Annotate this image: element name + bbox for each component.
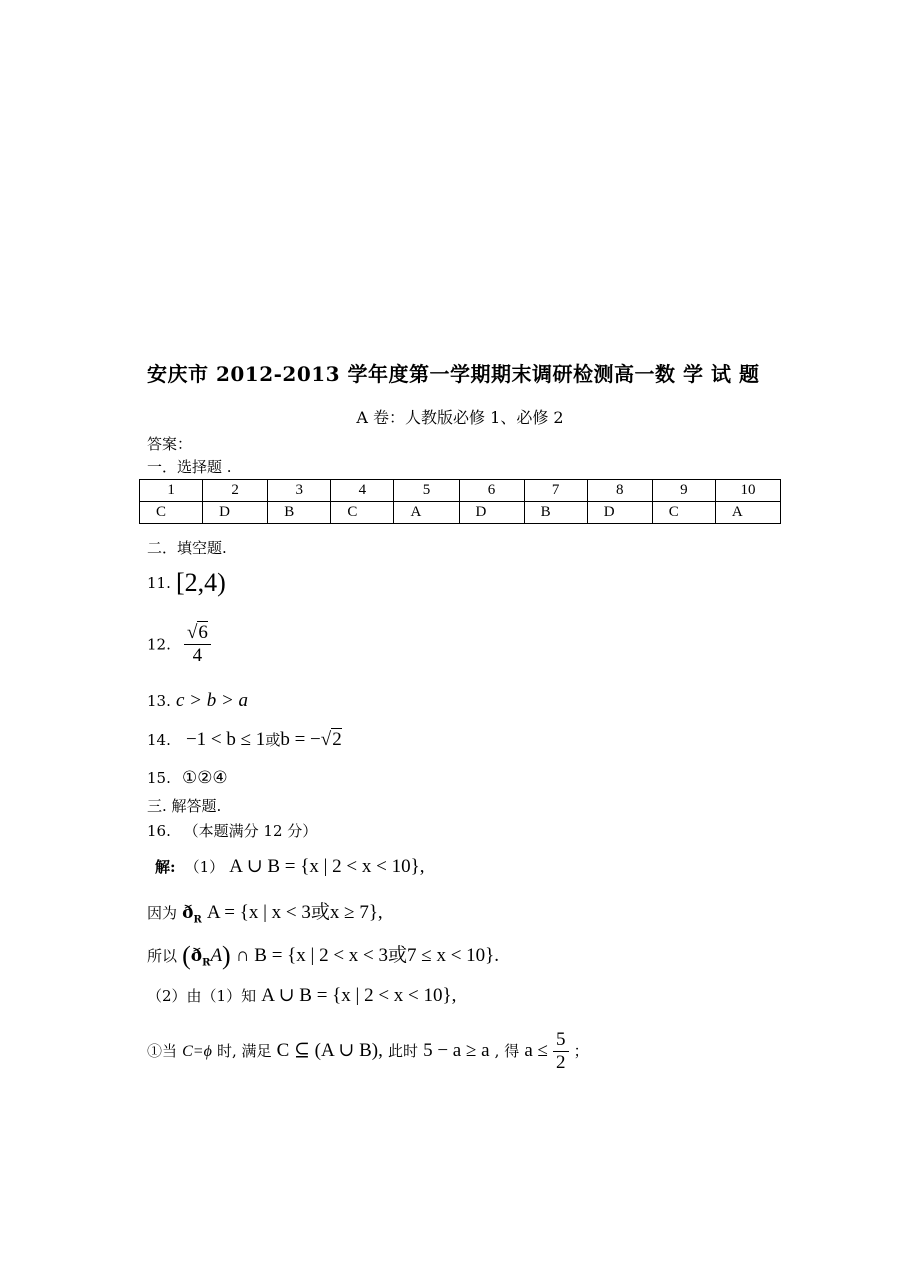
- choice-heading: 一．选择题 .: [147, 458, 232, 476]
- table-cell: A: [394, 502, 459, 524]
- text-get: , 得: [494, 1042, 520, 1060]
- table-cell: 1: [140, 480, 203, 502]
- table-cell: D: [587, 502, 652, 524]
- table-cell: 2: [203, 480, 268, 502]
- denominator: 4: [192, 645, 203, 666]
- solution-line-5: [147, 1029, 589, 1074]
- paren-open: (: [182, 941, 191, 970]
- empty-set-condition: C=ϕ: [182, 1043, 212, 1060]
- answer-13: [147, 690, 248, 712]
- table-row-answers: [140, 502, 781, 524]
- table-cell: 4: [331, 480, 394, 502]
- table-cell: B: [268, 502, 331, 524]
- result-inequality: a ≤: [524, 1040, 548, 1061]
- fraction: [553, 1029, 569, 1074]
- sqrt-radicand: 2: [332, 729, 342, 750]
- inequality-answer: c > b > a: [175, 690, 249, 711]
- part-label: （1）: [184, 858, 225, 876]
- text-case1: ①当: [147, 1042, 178, 1060]
- sqrt-sign: √: [320, 729, 332, 750]
- table-cell: 6: [459, 480, 524, 502]
- answer-15: [147, 768, 228, 788]
- problem-16-header: [147, 820, 317, 841]
- denominator: 2: [556, 1052, 566, 1073]
- solution-label: 解:: [155, 858, 176, 876]
- or-word: 或: [265, 731, 281, 749]
- inequality: 5 − a ≥ a: [423, 1040, 490, 1061]
- solution-line-4: [147, 984, 456, 1007]
- table-cell: C: [652, 502, 715, 524]
- text-satisfy: 时, 满足: [216, 1042, 272, 1060]
- set-a: A: [210, 945, 223, 966]
- math-expression: A ∪ B = {x | 2 < x < 10},: [229, 856, 425, 877]
- table-cell: 10: [715, 480, 780, 502]
- solution-line-2: [147, 897, 383, 925]
- question-number: 15.: [147, 769, 171, 787]
- math-expression: ∩ B = {x | 2 < x < 3或7 ≤ x < 10}.: [235, 945, 500, 966]
- text-because: 因为: [147, 904, 178, 922]
- solution-line-3: [147, 940, 499, 971]
- choice-answer-table: [139, 479, 781, 524]
- numerator: 5: [553, 1029, 569, 1052]
- answer-12: [147, 622, 211, 667]
- table-cell: 8: [587, 480, 652, 502]
- table-cell: C: [331, 502, 394, 524]
- table-row-numbers: [140, 480, 781, 502]
- answer-11: [147, 568, 226, 598]
- circled-numbers-answer: ①②④: [181, 768, 228, 788]
- table-cell: 5: [394, 480, 459, 502]
- text-then: 此时: [387, 1042, 418, 1060]
- semicolon: ；: [573, 1042, 589, 1060]
- paren-close: ): [222, 941, 231, 970]
- sqrt-radicand: 6: [198, 622, 208, 643]
- equation-part-2: b = −: [280, 729, 321, 750]
- question-number: 11.: [147, 574, 171, 592]
- question-number: 12.: [147, 635, 171, 654]
- table-cell: B: [524, 502, 587, 524]
- inequality-part-1: −1 < b ≤ 1: [185, 729, 266, 750]
- math-expression: A ∪ B = {x | 2 < x < 10},: [261, 985, 457, 1006]
- question-number: 13.: [147, 692, 171, 710]
- page-subtitle: A 卷：人教版必修 1、必修 2: [356, 408, 564, 427]
- fraction: [184, 622, 211, 667]
- complement-symbol: $ð_R$: [182, 903, 202, 926]
- table-cell: D: [203, 502, 268, 524]
- complement-symbol: $ð_R$: [190, 946, 211, 969]
- interval-answer: [2,4): [175, 568, 226, 597]
- table-cell: 9: [652, 480, 715, 502]
- table-cell: D: [459, 502, 524, 524]
- table-cell: A: [715, 502, 780, 524]
- page-title: 安庆市 2012-2013 学年度第一学期期末调研检测高一数 学 试 题: [147, 362, 760, 386]
- text-therefore: 所以: [147, 947, 178, 965]
- answer-14: [147, 729, 342, 751]
- text-part2: （2）由（1）知: [147, 987, 257, 1005]
- table-cell: 7: [524, 480, 587, 502]
- question-number: 16.: [147, 822, 171, 840]
- math-expression: A = {x | x < 3或x ≥ 7},: [206, 902, 383, 923]
- subset-expression: C ⊆ (A ∪ B),: [276, 1040, 383, 1061]
- table-cell: C: [140, 502, 203, 524]
- points-note: （本题满分 12 分）: [183, 822, 318, 840]
- solve-heading: 三. 解答题.: [147, 797, 222, 815]
- solution-line-1: [155, 855, 425, 878]
- table-cell: 3: [268, 480, 331, 502]
- question-number: 14.: [147, 731, 171, 749]
- fill-heading: 二．填空题.: [147, 539, 227, 557]
- answers-label: 答案：: [147, 435, 193, 453]
- numerator: √6: [184, 622, 211, 645]
